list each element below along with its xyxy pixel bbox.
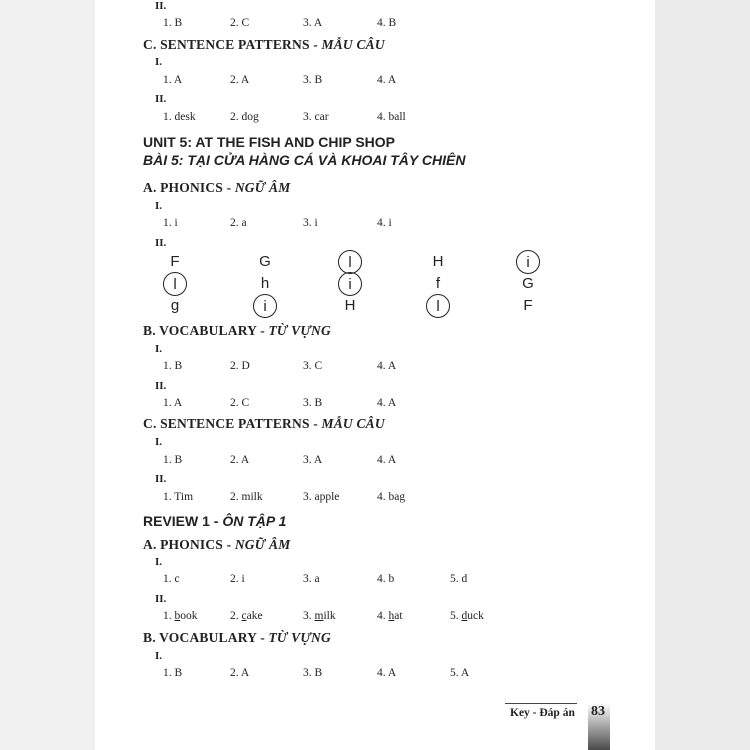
letter: F (523, 297, 533, 314)
letter: f (435, 275, 441, 292)
letter: h (260, 275, 270, 292)
answer-item: 2. milk (230, 491, 263, 503)
footer-rule (505, 703, 577, 704)
answer-item: 1. c (163, 573, 180, 585)
answer-item: 3. a (303, 573, 320, 585)
answer-item: 4. hat (377, 610, 403, 622)
roman-i: I. (155, 556, 163, 568)
answer-item: 3. C (303, 360, 323, 372)
roman-ii: II. (155, 237, 167, 249)
section-heading (143, 180, 290, 196)
answer-item: 5. duck (450, 610, 484, 622)
roman-ii: II. (155, 380, 167, 392)
answer-item: 3. B (303, 667, 323, 679)
answer-item: 1. B (163, 454, 183, 466)
answer-item: 3. car (303, 111, 329, 123)
section-heading (143, 323, 331, 339)
roman-i: I. (155, 343, 163, 355)
roman-i: I. (155, 650, 163, 662)
answer-item: 2. A (230, 454, 250, 466)
footer-label: Key - Đáp án (510, 707, 575, 719)
circled-letter: i (338, 272, 362, 296)
answer-item: 1. B (163, 667, 183, 679)
answer-item: 5. d (450, 573, 468, 585)
answer-item: 2. a (230, 217, 247, 229)
roman-i: I. (155, 56, 163, 68)
letter: H (344, 297, 356, 314)
section-heading (143, 630, 331, 646)
right-margin (655, 0, 750, 750)
answer-item: 3. B (303, 397, 323, 409)
letter: H (432, 253, 444, 270)
answer-item: 4. B (377, 17, 397, 29)
answer-item: 4. A (377, 360, 397, 372)
answer-item: 2. A (230, 74, 250, 86)
answer-item: 3. A (303, 454, 323, 466)
circled-letter: l (163, 272, 187, 296)
answer-item: 4. i (377, 217, 392, 229)
answer-item: 1. A (163, 397, 183, 409)
page-number: 83 (591, 704, 605, 719)
roman-i: I. (155, 200, 163, 212)
section-heading-en: C. SENTENCE PATTERNS - (143, 37, 322, 52)
section-heading-en: C. SENTENCE PATTERNS - (143, 416, 322, 431)
roman-ii: II. (155, 473, 167, 485)
circled-letter: l (338, 250, 362, 274)
circled-letter: l (426, 294, 450, 318)
section-heading-vi: TỪ VỰNG (268, 323, 331, 338)
letter: G (259, 253, 271, 270)
answer-item: 3. B (303, 74, 323, 86)
answer-item: 2. i (230, 573, 245, 585)
answer-item: 4. ball (377, 111, 406, 123)
answer-item: 2. D (230, 360, 250, 372)
review-title (143, 513, 286, 529)
answer-item: 4. A (377, 74, 397, 86)
section-heading-vi: NGỮ ÂM (234, 180, 291, 195)
unit-title: UNIT 5: AT THE FISH AND CHIP SHOP (143, 134, 396, 150)
answer-item: 4. A (377, 397, 397, 409)
letter: G (522, 275, 534, 292)
answer-item: 5. A (450, 667, 470, 679)
review-title-en: REVIEW 1 - (143, 513, 223, 529)
answer-item: 1. desk (163, 111, 196, 123)
section-heading (143, 37, 385, 53)
section-heading-vi: MẪU CÂU (321, 416, 385, 431)
section-heading (143, 537, 290, 553)
roman-ii: II. (155, 593, 167, 605)
section-heading-vi: MẪU CÂU (321, 37, 385, 52)
section-heading-en: A. PHONICS - (143, 537, 235, 552)
answer-item: 3. milk (303, 610, 336, 622)
answer-item: 1. B (163, 360, 183, 372)
roman-ii: II. (155, 93, 167, 105)
answer-item: 1. i (163, 217, 178, 229)
answer-item: 4. A (377, 667, 397, 679)
unit-title-vi: BÀI 5: TẠI CỬA HÀNG CÁ VÀ KHOAI TÂY CHIÊN (143, 152, 466, 168)
section-heading-vi: TỪ VỰNG (268, 630, 331, 645)
letter: g (170, 297, 180, 314)
answer-item: 3. A (303, 17, 323, 29)
answer-item: 2. A (230, 667, 250, 679)
answer-item: 1. B (163, 17, 183, 29)
circled-letter: i (516, 250, 540, 274)
answer-item: 3. i (303, 217, 318, 229)
answer-item: 3. apple (303, 491, 340, 503)
section-heading-en: B. VOCABULARY - (143, 630, 269, 645)
section-heading-vi: NGỮ ÂM (234, 537, 291, 552)
answer-item: 1. book (163, 610, 198, 622)
answer-item: 2. dog (230, 111, 259, 123)
section-heading-en: B. VOCABULARY - (143, 323, 269, 338)
roman-i: I. (155, 436, 163, 448)
left-margin (0, 0, 95, 750)
answer-item: 2. C (230, 397, 250, 409)
answer-item: 1. A (163, 74, 183, 86)
answer-item: 1. Tim (163, 491, 194, 503)
circled-letter: i (253, 294, 277, 318)
answer-item: 2. C (230, 17, 250, 29)
section-heading-en: A. PHONICS - (143, 180, 235, 195)
answer-item: 4. bag (377, 491, 406, 503)
answer-item: 4. b (377, 573, 395, 585)
answer-item: 4. A (377, 454, 397, 466)
roman-ii: II. (155, 0, 167, 12)
review-title-vi: ÔN TẬP 1 (222, 513, 287, 529)
letter: F (170, 253, 180, 270)
answer-item: 2. cake (230, 610, 263, 622)
section-heading (143, 416, 385, 432)
